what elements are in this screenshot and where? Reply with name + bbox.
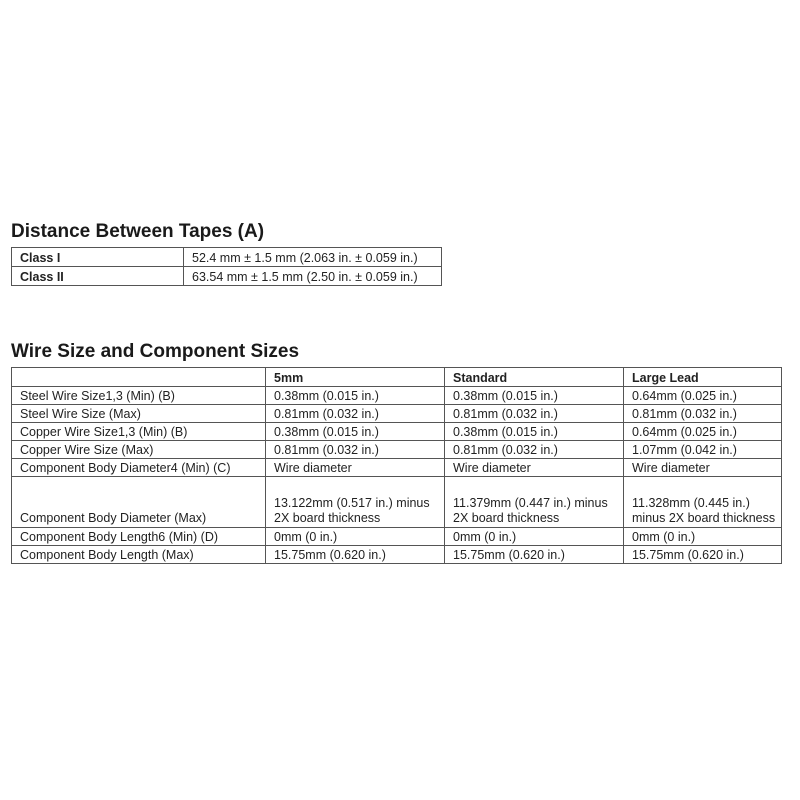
cell-standard: 15.75mm (0.620 in.) xyxy=(445,546,624,564)
distance-between-tapes-title: Distance Between Tapes (A) xyxy=(11,221,265,242)
table-row xyxy=(12,387,782,405)
cell-standard: 0.81mm (0.032 in.) xyxy=(445,441,624,459)
column-header-5mm: 5mm xyxy=(266,368,445,387)
cell-5mm: 13.122mm (0.517 in.) minus 2X board thickness xyxy=(266,477,445,528)
wire-size-component-sizes-table xyxy=(11,367,782,564)
row-label: Copper Wire Size1,3 (Min) (B) xyxy=(12,423,266,441)
table-row xyxy=(12,546,782,564)
cell-large-lead: 15.75mm (0.620 in.) xyxy=(624,546,782,564)
cell-large-lead: 0.64mm (0.025 in.) xyxy=(624,387,782,405)
row-label-class-ii: Class II xyxy=(12,267,184,286)
distance-between-tapes-table xyxy=(11,247,442,286)
table-row xyxy=(12,459,782,477)
cell-5mm: Wire diameter xyxy=(266,459,445,477)
column-header-standard: Standard xyxy=(445,368,624,387)
row-label: Steel Wire Size1,3 (Min) (B) xyxy=(12,387,266,405)
row-label: Component Body Length (Max) xyxy=(12,546,266,564)
cell-5mm: 0.38mm (0.015 in.) xyxy=(266,387,445,405)
row-value-class-i: 52.4 mm ± 1.5 mm (2.063 in. ± 0.059 in.) xyxy=(184,248,442,267)
row-label: Copper Wire Size (Max) xyxy=(12,441,266,459)
row-label: Component Body Diameter4 (Min) (C) xyxy=(12,459,266,477)
cell-standard: 0.81mm (0.032 in.) xyxy=(445,405,624,423)
cell-5mm: 0.81mm (0.032 in.) xyxy=(266,441,445,459)
cell-standard: Wire diameter xyxy=(445,459,624,477)
cell-large-lead: 1.07mm (0.042 in.) xyxy=(624,441,782,459)
cell-standard: 0mm (0 in.) xyxy=(445,528,624,546)
table-row xyxy=(12,248,442,267)
table-row xyxy=(12,267,442,286)
cell-standard: 11.379mm (0.447 in.) minus 2X board thickness xyxy=(445,477,624,528)
cell-5mm: 0.81mm (0.032 in.) xyxy=(266,405,445,423)
cell-5mm: 0.38mm (0.015 in.) xyxy=(266,423,445,441)
cell-large-lead: 0.81mm (0.032 in.) xyxy=(624,405,782,423)
row-label: Steel Wire Size (Max) xyxy=(12,405,266,423)
row-label: Component Body Length6 (Min) (D) xyxy=(12,528,266,546)
cell-large-lead: Wire diameter xyxy=(624,459,782,477)
cell-5mm: 0mm (0 in.) xyxy=(266,528,445,546)
table-row xyxy=(12,441,782,459)
cell-standard: 0.38mm (0.015 in.) xyxy=(445,387,624,405)
table-header-row xyxy=(12,368,782,387)
cell-large-lead: 0mm (0 in.) xyxy=(624,528,782,546)
row-value-class-ii: 63.54 mm ± 1.5 mm (2.50 in. ± 0.059 in.) xyxy=(184,267,442,286)
cell-standard: 0.38mm (0.015 in.) xyxy=(445,423,624,441)
column-header-large-lead: Large Lead xyxy=(624,368,782,387)
cell-large-lead: 11.328mm (0.445 in.) minus 2X board thickness xyxy=(624,477,782,528)
row-label-class-i: Class I xyxy=(12,248,184,267)
table-row xyxy=(12,405,782,423)
header-blank-cell xyxy=(12,368,266,387)
cell-large-lead: 0.64mm (0.025 in.) xyxy=(624,423,782,441)
row-label: Component Body Diameter (Max) xyxy=(12,477,266,528)
table-row xyxy=(12,423,782,441)
wire-size-component-sizes-title: Wire Size and Component Sizes xyxy=(11,341,300,362)
table-row xyxy=(12,477,782,528)
table-row xyxy=(12,528,782,546)
cell-5mm: 15.75mm (0.620 in.) xyxy=(266,546,445,564)
